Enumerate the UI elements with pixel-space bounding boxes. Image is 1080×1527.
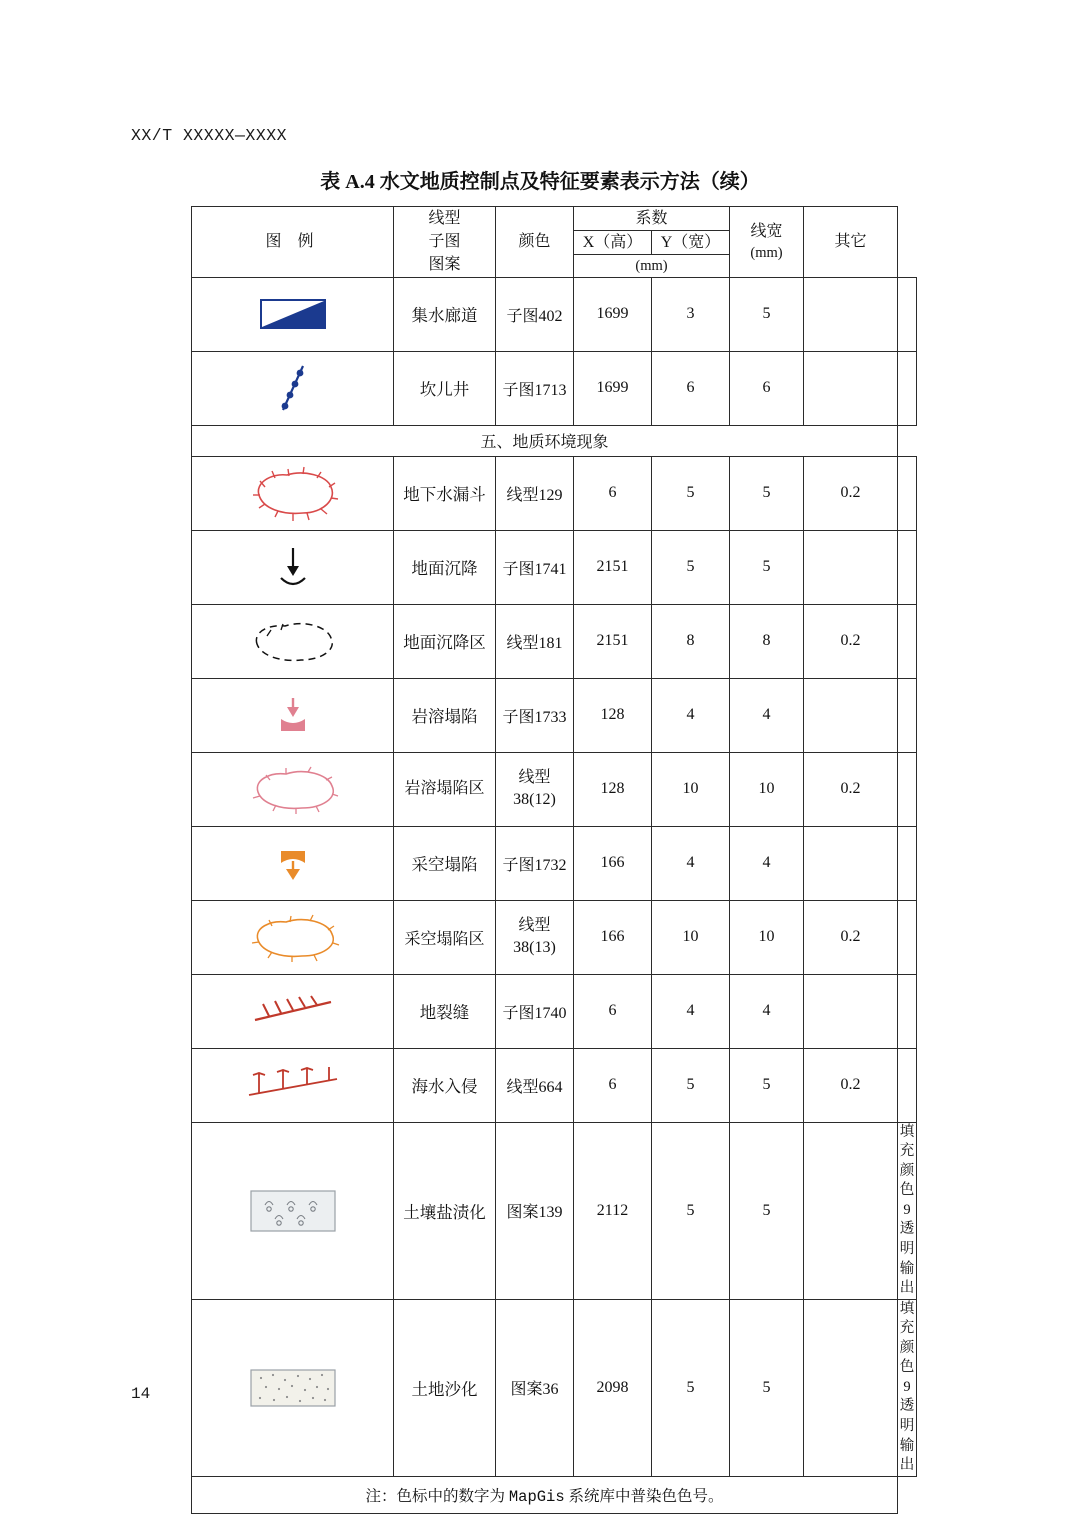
legend-other (898, 277, 917, 351)
legend-other-line2: 透明输出 (899, 1221, 915, 1297)
legend-x: 5 (652, 530, 730, 604)
legend-color: 2151 (574, 530, 652, 604)
legend-color: 6 (574, 456, 652, 530)
legend-other (898, 752, 917, 826)
legend-y: 8 (730, 604, 804, 678)
legend-type: 线型129 (496, 456, 574, 530)
legend-y: 10 (730, 752, 804, 826)
legend-y: 6 (730, 351, 804, 425)
legend-name: 地面沉降区 (394, 604, 496, 678)
legend-line-width (804, 678, 898, 752)
legend-y: 5 (730, 530, 804, 604)
legend-y: 5 (730, 1299, 804, 1476)
legend-x: 5 (652, 456, 730, 530)
legend-icon-cell (192, 456, 394, 530)
table-row (192, 752, 917, 826)
legend-table (191, 206, 917, 1514)
legend-color: 6 (574, 1048, 652, 1122)
legend-type (496, 752, 574, 826)
legend-icon-cell (192, 1299, 394, 1476)
legend-x: 4 (652, 678, 730, 752)
legend-name: 地面沉降 (394, 530, 496, 604)
legend-other (898, 456, 917, 530)
header-type-line1: 线型 (428, 210, 461, 227)
legend-color: 1699 (574, 277, 652, 351)
legend-type-line1: 线型 (518, 917, 551, 935)
legend-other (898, 974, 917, 1048)
header-type-line3: 图案 (428, 256, 461, 274)
ground-fissure-icon (192, 975, 393, 1048)
legend-line-width (804, 1299, 898, 1476)
land-desertification-icon (192, 1351, 393, 1424)
header-line-width (730, 207, 804, 278)
legend-x: 10 (652, 752, 730, 826)
legend-x: 4 (652, 826, 730, 900)
table-row (192, 530, 917, 604)
groundwater-funnel-icon (192, 457, 393, 530)
legend-color: 166 (574, 826, 652, 900)
section-header-row (192, 425, 917, 456)
legend-color: 128 (574, 678, 652, 752)
legend-line-width (804, 277, 898, 351)
legend-line-width (804, 1122, 898, 1299)
legend-name: 地下水漏斗 (394, 456, 496, 530)
header-x: X（高） (574, 231, 652, 255)
legend-other (898, 900, 917, 974)
legend-type (496, 900, 574, 974)
table-row (192, 277, 917, 351)
soil-salinization-icon (192, 1174, 393, 1247)
legend-type: 子图1732 (496, 826, 574, 900)
legend-type: 子图1733 (496, 678, 574, 752)
seawater-intrusion-icon (192, 1049, 393, 1122)
legend-x: 5 (652, 1299, 730, 1476)
legend-icon-cell (192, 974, 394, 1048)
ground-subsidence-area-icon (192, 605, 393, 678)
header-unit-mm: (mm) (574, 255, 730, 277)
ground-subsidence-icon (192, 531, 393, 604)
legend-color: 6 (574, 974, 652, 1048)
legend-x: 4 (652, 974, 730, 1048)
legend-name: 采空塌陷区 (394, 900, 496, 974)
legend-line-width: 0.2 (804, 604, 898, 678)
table-row (192, 456, 917, 530)
note-prefix: 注：色标中的数字为 (365, 1487, 509, 1505)
table-row (192, 1122, 917, 1299)
legend-line-width (804, 351, 898, 425)
legend-y: 5 (730, 1122, 804, 1299)
legend-x: 5 (652, 1122, 730, 1299)
karst-collapse-icon (192, 679, 393, 752)
legend-name: 集水廊道 (394, 277, 496, 351)
page-header-code: XX/T XXXXX—XXXX (131, 126, 288, 145)
legend-other (898, 1299, 917, 1476)
table-note (192, 1476, 898, 1513)
legend-type: 子图402 (496, 277, 574, 351)
table-title: 表 A.4 水文地质控制点及特征要素表示方法（续） (320, 171, 760, 193)
legend-name: 采空塌陷 (394, 826, 496, 900)
legend-line-width: 0.2 (804, 456, 898, 530)
legend-color: 2098 (574, 1299, 652, 1476)
page-number: 14 (131, 1385, 151, 1403)
legend-type: 子图1741 (496, 530, 574, 604)
legend-icon-cell (192, 530, 394, 604)
legend-type: 图案139 (496, 1122, 574, 1299)
legend-icon-cell (192, 1122, 394, 1299)
legend-other (898, 604, 917, 678)
table-row (192, 900, 917, 974)
table-row (192, 1048, 917, 1122)
legend-other-line1: 填充颜色9 (899, 1300, 915, 1395)
header-legend: 图 例 (192, 207, 394, 278)
legend-color: 166 (574, 900, 652, 974)
legend-y: 4 (730, 974, 804, 1048)
legend-line-width: 0.2 (804, 900, 898, 974)
table-note-row (192, 1476, 917, 1513)
note-mono: MapGis (508, 1487, 565, 1506)
legend-line-width (804, 530, 898, 604)
legend-line-width: 0.2 (804, 752, 898, 826)
legend-type: 子图1740 (496, 974, 574, 1048)
table-row (192, 604, 917, 678)
legend-icon-cell (192, 277, 394, 351)
table-header-row (192, 207, 917, 231)
legend-other-line2: 透明输出 (899, 1398, 915, 1474)
legend-y: 5 (730, 1048, 804, 1122)
header-coefficient: 系数 (574, 207, 730, 231)
legend-icon-cell (192, 604, 394, 678)
legend-type-line1: 线型 (518, 769, 551, 787)
legend-other (898, 678, 917, 752)
karez-well-icon (192, 352, 393, 425)
legend-line-width (804, 826, 898, 900)
legend-icon-cell (192, 351, 394, 425)
legend-y: 5 (730, 277, 804, 351)
header-line-width-label: 线宽 (750, 222, 783, 240)
legend-type: 图案36 (496, 1299, 574, 1476)
note-suffix: 系统库中普染色色号。 (564, 1487, 724, 1505)
legend-icon-cell (192, 678, 394, 752)
table-row (192, 351, 917, 425)
legend-x: 5 (652, 1048, 730, 1122)
legend-x: 8 (652, 604, 730, 678)
table-row (192, 974, 917, 1048)
legend-other (898, 826, 917, 900)
legend-color: 128 (574, 752, 652, 826)
legend-icon-cell (192, 826, 394, 900)
legend-icon-cell (192, 752, 394, 826)
legend-color: 1699 (574, 351, 652, 425)
section-label: 五、地质环境现象 (192, 425, 898, 456)
header-type-pattern (394, 207, 496, 278)
legend-name: 土壤盐渍化 (394, 1122, 496, 1299)
legend-name: 岩溶塌陷 (394, 678, 496, 752)
legend-y: 4 (730, 826, 804, 900)
legend-type-line2: 38(13) (513, 939, 556, 957)
table-row (192, 678, 917, 752)
legend-type: 子图1713 (496, 351, 574, 425)
legend-other (898, 1048, 917, 1122)
legend-icon-cell (192, 1048, 394, 1122)
table-row (192, 826, 917, 900)
legend-name: 地裂缝 (394, 974, 496, 1048)
legend-color: 2112 (574, 1122, 652, 1299)
legend-y: 4 (730, 678, 804, 752)
legend-icon-cell (192, 900, 394, 974)
legend-line-width (804, 974, 898, 1048)
legend-other (898, 351, 917, 425)
legend-type: 线型181 (496, 604, 574, 678)
header-type-line2: 子图 (428, 233, 461, 251)
table-row (192, 1299, 917, 1476)
legend-other (898, 1122, 917, 1299)
legend-name-text: 岩溶塌陷区 (404, 780, 485, 798)
legend-name: 海水入侵 (394, 1048, 496, 1122)
header-y: Y（宽） (652, 231, 730, 255)
legend-type: 线型664 (496, 1048, 574, 1122)
legend-color: 2151 (574, 604, 652, 678)
water-collection-corridor-icon (192, 278, 393, 351)
legend-x: 3 (652, 277, 730, 351)
legend-y: 5 (730, 456, 804, 530)
legend-name (394, 752, 496, 826)
legend-x: 10 (652, 900, 730, 974)
legend-name: 土地沙化 (394, 1299, 496, 1476)
legend-type-line2: 38(12) (513, 791, 556, 809)
header-other: 其它 (804, 207, 898, 278)
legend-y: 10 (730, 900, 804, 974)
legend-x: 6 (652, 351, 730, 425)
legend-other-line1: 填充颜色9 (899, 1123, 915, 1218)
legend-name: 坎儿井 (394, 351, 496, 425)
legend-other (898, 530, 917, 604)
header-line-width-unit: (mm) (750, 244, 783, 261)
karst-collapse-area-icon (192, 753, 393, 826)
header-color: 颜色 (496, 207, 574, 278)
legend-line-width: 0.2 (804, 1048, 898, 1122)
mining-collapse-area-icon (192, 901, 393, 974)
mining-collapse-icon (192, 827, 393, 900)
